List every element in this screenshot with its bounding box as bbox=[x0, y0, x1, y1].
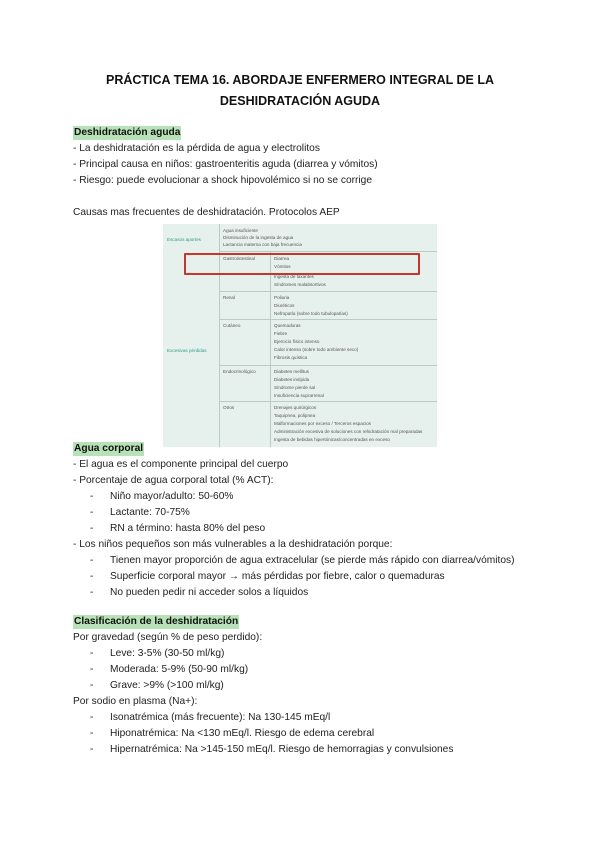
bullet-dash: - bbox=[90, 728, 94, 739]
bullet-dash: - bbox=[90, 664, 94, 675]
text-line: - El agua es el componente principal del cuerpo bbox=[73, 459, 289, 470]
table-cell: Ingesta de bebidas hipertónicas/concentradas en exceso bbox=[274, 437, 390, 442]
table-cell: Renal bbox=[223, 295, 236, 300]
table-cell: Malformaciones por exceso / Terceros espacios bbox=[274, 421, 371, 426]
bullet-dash: - bbox=[90, 555, 94, 566]
highlight-box bbox=[184, 253, 420, 275]
section-clasificacion bbox=[73, 614, 573, 758]
list-item: Superficie corporal mayor → más pérdidas por fiebre, calor o quemaduras bbox=[110, 571, 445, 582]
table-cell: Síndromes malabsortivos bbox=[274, 282, 326, 287]
causes-table-image bbox=[163, 224, 437, 447]
table-cell: Escasos aportes bbox=[167, 237, 201, 242]
section-heading: Agua corporal bbox=[74, 443, 144, 454]
text-line: - La deshidratación es la pérdida de agua y electrolitos bbox=[73, 143, 320, 154]
list-item: RN a término: hasta 80% del peso bbox=[110, 523, 266, 534]
table-cell: Diarrea bbox=[274, 256, 290, 261]
title-line-2: DESHIDRATACIÓN AGUDA bbox=[219, 94, 381, 108]
list-item: Moderada: 5-9% (50-90 ml/kg) bbox=[110, 664, 249, 675]
table-cell: Taquipnea, polipnea bbox=[274, 413, 316, 418]
table-cell: Administración excesiva de soluciones con rehidratación mal preparadas bbox=[274, 429, 423, 434]
table-cell: Vómitos bbox=[274, 264, 291, 269]
title-line-1: PRÁCTICA TEMA 16. ABORDAJE ENFERMERO INTEGRAL DE LA bbox=[106, 73, 494, 87]
list-item: Hipernatrémica: Na >145-150 mEq/l. Riesgo de hemorragias y convulsiones bbox=[110, 744, 454, 755]
list-item: Leve: 3-5% (30-50 ml/kg) bbox=[110, 648, 225, 659]
section-heading: Clasificación de la deshidratación bbox=[74, 616, 239, 627]
page-title bbox=[0, 70, 600, 112]
text-line: - Principal causa en niños: gastroenteritis aguda (diarrea y vómitos) bbox=[73, 159, 378, 170]
table-cell: Síndrome pierde sal bbox=[274, 385, 316, 390]
table-cell: Quemaduras bbox=[274, 323, 301, 328]
text-line: Por sodio en plasma (Na+): bbox=[73, 696, 198, 707]
text-line: Por gravedad (según % de peso perdido): bbox=[73, 632, 263, 643]
table-cell: Excesivas pérdidas bbox=[167, 348, 207, 353]
table-cell: Agua insuficiente bbox=[223, 228, 258, 233]
bullet-dash: - bbox=[90, 571, 94, 582]
list-item: Isonatrémica (más frecuente): Na 130-145 mEq/l bbox=[110, 712, 331, 723]
figure-caption bbox=[73, 205, 573, 221]
table-cell: Nefropatía (sobre todo tubulopatías) bbox=[274, 311, 348, 316]
table-cell: Diabetes insípida bbox=[274, 377, 310, 382]
bullet-dash: - bbox=[90, 680, 94, 691]
table-cell: Fibrosis quística bbox=[274, 355, 308, 360]
bullet-dash: - bbox=[90, 744, 94, 755]
bullet-dash: - bbox=[90, 523, 94, 534]
bullet-dash: - bbox=[90, 712, 94, 723]
text-line: - Porcentaje de agua corporal total (% ACT): bbox=[73, 475, 274, 486]
table-cell: Diuréticos bbox=[274, 303, 295, 308]
table-cell: Cutáneo bbox=[223, 323, 241, 328]
bullet-dash: - bbox=[90, 587, 94, 598]
list-item: Niño mayor/adulto: 50-60% bbox=[110, 491, 234, 502]
list-item: Lactante: 70-75% bbox=[110, 507, 190, 518]
section-deshidratacion-aguda bbox=[73, 125, 573, 189]
table-cell: Lactancia materna con baja frecuencia bbox=[223, 242, 302, 247]
table-cell: Fiebre bbox=[274, 331, 288, 336]
list-item: Grave: >9% (>100 ml/kg) bbox=[110, 680, 224, 691]
table-cell: Gastrointestinal bbox=[223, 256, 255, 261]
table-cell: Ejercicio físico intenso bbox=[274, 339, 320, 344]
bullet-dash: - bbox=[90, 507, 94, 518]
list-item: Hiponatrémica: Na <130 mEq/l. Riesgo de edema cerebral bbox=[110, 728, 375, 739]
table-cell: Endocrinológico bbox=[223, 369, 256, 374]
table-cell: Disminución de la ingesta de agua bbox=[223, 235, 294, 240]
text-line: - Los niños pequeños son más vulnerables a la deshidratación porque: bbox=[73, 539, 393, 550]
table-cell: Drenajes quirúrgicos bbox=[274, 405, 317, 410]
bullet-dash: - bbox=[90, 648, 94, 659]
table-cell: Insuficiencia suprarrenal bbox=[274, 393, 324, 398]
list-item: Tienen mayor proporción de agua extracelular (se pierde más rápido con diarrea/vómitos) bbox=[110, 555, 515, 566]
caption-text: Causas mas frecuentes de deshidratación. Protocolos AEP bbox=[73, 207, 340, 218]
table-cell: Diabetes mellitus bbox=[274, 369, 309, 374]
bullet-dash: - bbox=[90, 491, 94, 502]
list-item: No pueden pedir ni acceder solos a líquidos bbox=[110, 587, 309, 598]
section-heading: Deshidratación aguda bbox=[74, 127, 181, 138]
table-cell: Poliuria bbox=[274, 295, 290, 300]
table-cell: Otros bbox=[223, 405, 235, 410]
section-agua-corporal bbox=[73, 441, 573, 601]
text-line: - Riesgo: puede evolucionar a shock hipovolémico si no se corrige bbox=[73, 175, 372, 186]
table-cell: Calor intenso (sobre todo ambiente seco) bbox=[274, 347, 359, 352]
table-cell: Ingesta de laxantes bbox=[274, 274, 314, 279]
